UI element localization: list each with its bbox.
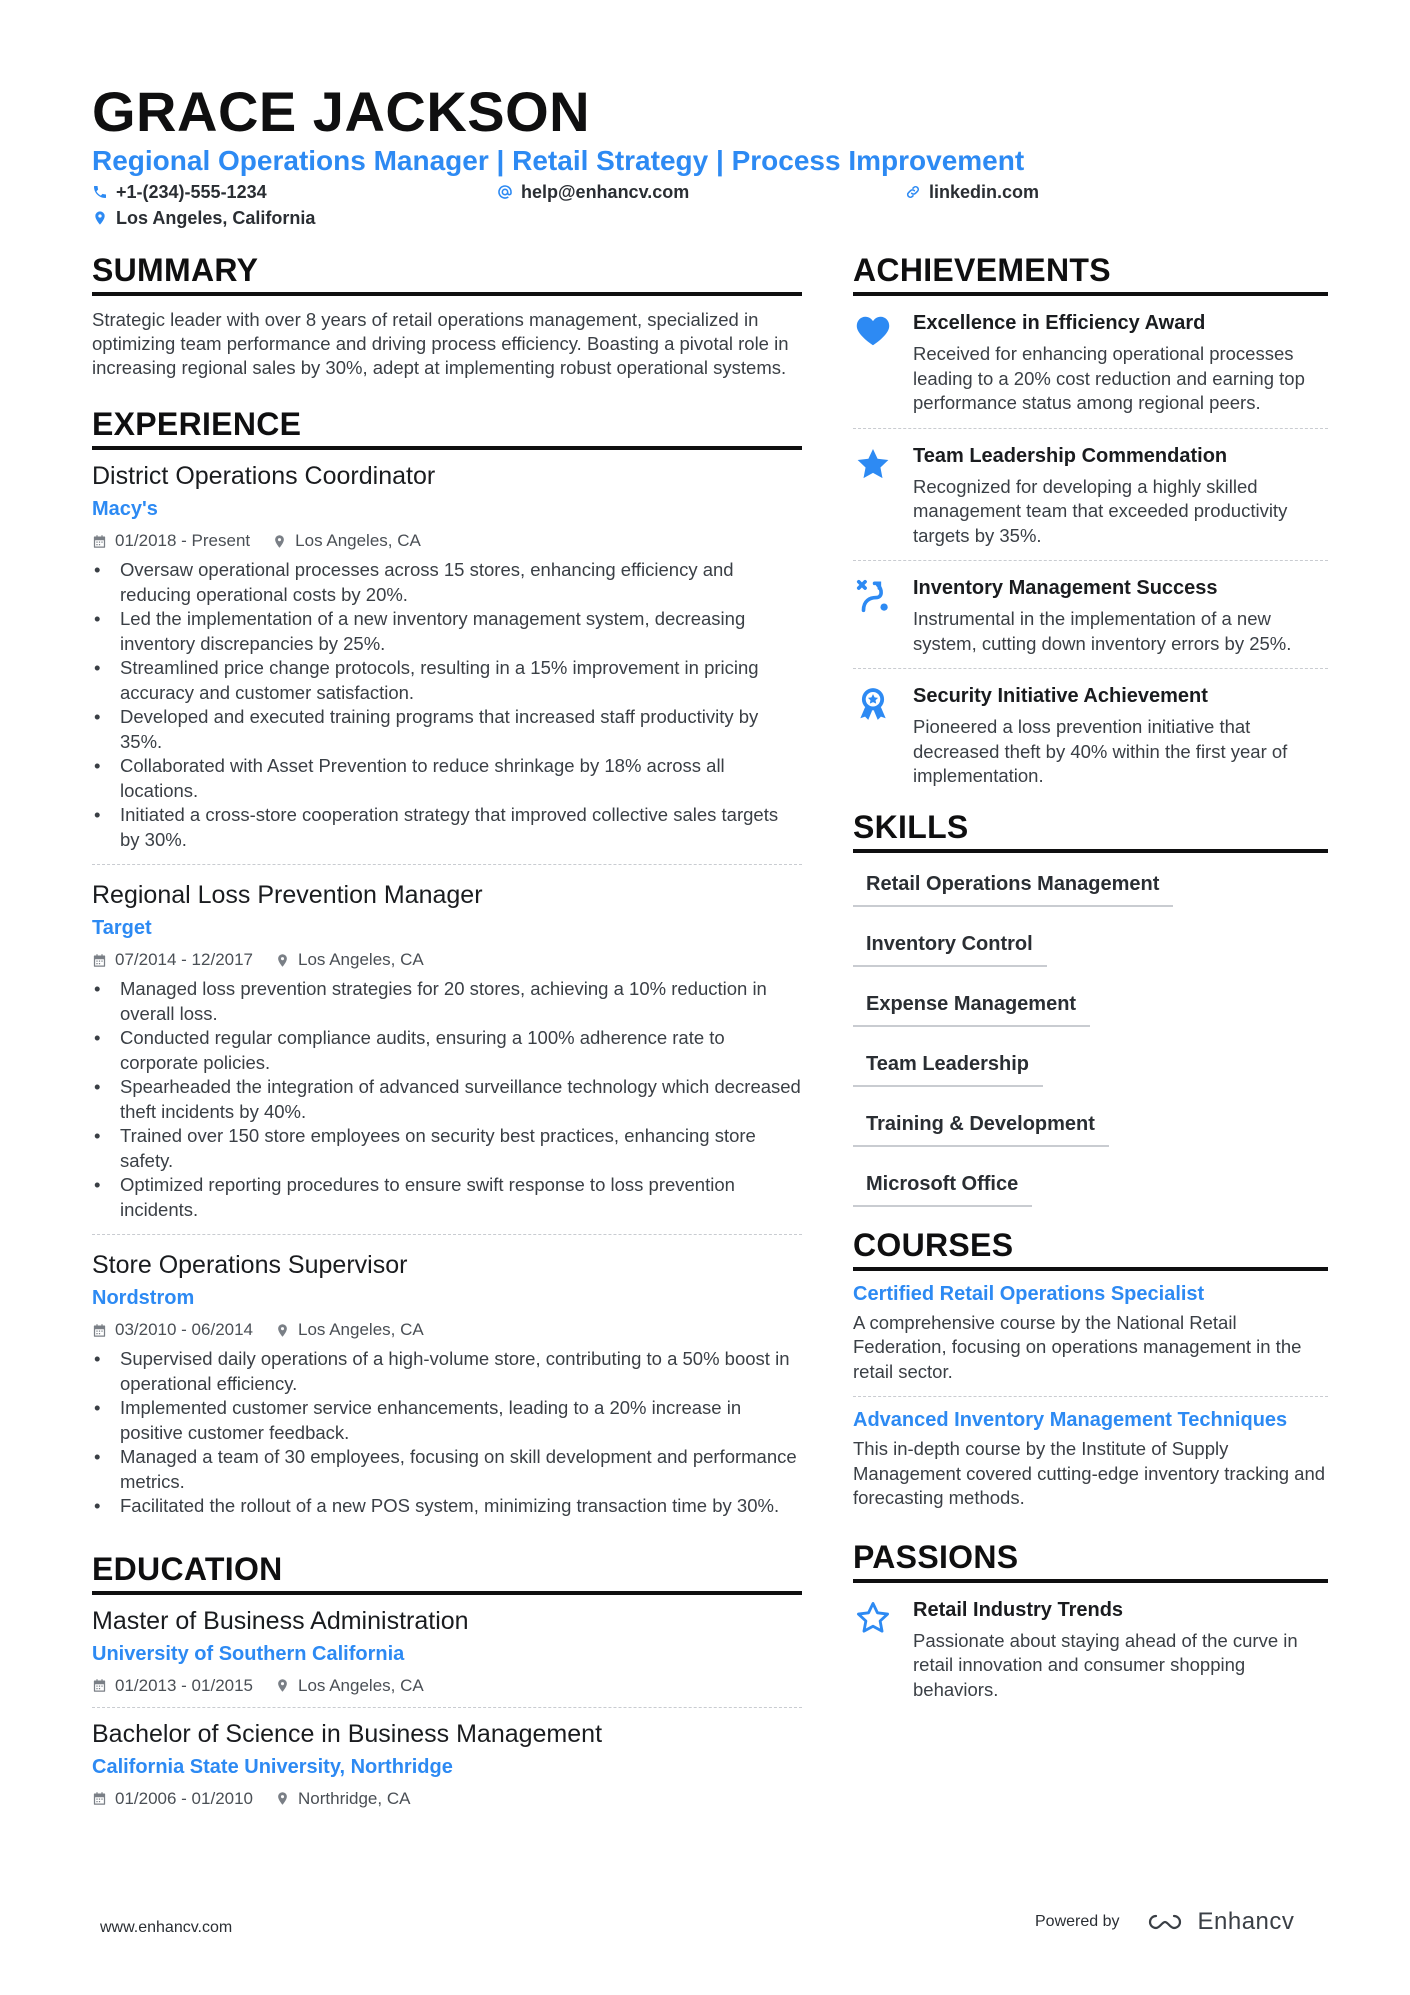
- star-icon: [853, 443, 893, 549]
- job-bullets: [92, 977, 802, 1222]
- left-column: [92, 250, 802, 1820]
- skill-tag: Inventory Control: [853, 923, 1047, 967]
- contact-email[interactable]: [497, 181, 689, 203]
- entry-dates: [92, 1788, 253, 1810]
- entry-dates: [92, 1675, 253, 1697]
- company-name: Target: [92, 917, 152, 939]
- course-title: Advanced Inventory Management Techniques: [853, 1409, 1288, 1431]
- achievements-list: [853, 296, 1328, 801]
- bullet-item: • Developed and executed training programs that increased staff productivity by 35%.: [92, 705, 802, 754]
- dates-text: 07/2014 - 12/2017: [115, 950, 254, 969]
- calendar-icon: [92, 1791, 107, 1806]
- calendar-icon: [92, 1678, 107, 1693]
- location-text: Los Angeles, CA: [298, 1675, 424, 1695]
- bullet-item: • Initiated a cross-store cooperation strategy that improved collective sales targets by 30%.: [92, 803, 802, 852]
- achievement-item: [853, 428, 1328, 561]
- item-description: Recognized for developing a highly skilled management team that exceeded productivity targets by 35%.: [913, 475, 1288, 546]
- company-name: Macy's: [92, 498, 158, 520]
- achievement-item: [853, 560, 1328, 668]
- item-body: [913, 683, 1328, 789]
- passion-item: [853, 1583, 1328, 1715]
- item-title: Security Initiative Achievement: [913, 685, 1208, 707]
- right-column: [853, 250, 1328, 1714]
- item-title: Team Leadership Commendation: [913, 444, 1228, 467]
- contact-phone: [92, 181, 267, 203]
- link-icon: [905, 184, 921, 200]
- courses-list: [853, 1271, 1328, 1523]
- candidate-name: GRACE JACKSON: [92, 80, 591, 143]
- location-text: Los Angeles, California: [116, 208, 316, 228]
- bullet-item: • Conducted regular compliance audits, ensuring a 100% adherence rate to corporate policies.: [92, 1026, 802, 1075]
- strategy-icon: [853, 575, 893, 656]
- entry-dates: [92, 1319, 253, 1341]
- entry-location: [275, 1675, 424, 1697]
- item-description: Passionate about staying ahead of the curve in retail innovation and consumer shopping behaviors.: [913, 1629, 1298, 1700]
- bullet-item: • Facilitated the rollout of a new POS system, minimizing transaction time by 30%.: [92, 1494, 802, 1519]
- location-pin-icon: [92, 210, 108, 226]
- location-text: Los Angeles, CA: [298, 950, 424, 969]
- summary-text: Strategic leader with over 8 years of retail operations management, specialized in optimizing team performance and driving process efficiency. Boasting a pivotal role in increasing regional sales by 30%, adept at implementing robust operational systems.: [92, 309, 789, 378]
- calendar-icon: [92, 1323, 107, 1338]
- entry-location: [275, 1788, 410, 1810]
- item-body: [913, 310, 1328, 416]
- achievement-item: [853, 668, 1328, 801]
- passions-heading: PASSIONS: [853, 1537, 1328, 1583]
- contact-linkedin[interactable]: [905, 181, 1039, 203]
- job-title: Regional Loss Prevention Manager: [92, 881, 483, 909]
- item-title: Excellence in Efficiency Award: [913, 312, 1206, 334]
- degree-title: Master of Business Administration: [92, 1606, 469, 1635]
- skills-list: [853, 863, 1328, 1223]
- entry-meta: [92, 1319, 802, 1341]
- bullet-item: • Implemented customer service enhancements, leading to a 20% increase in positive customer feedback.: [92, 1396, 802, 1445]
- skill-tag: Team Leadership: [853, 1043, 1043, 1087]
- phone-text: +1-(234)-555-1234: [116, 182, 267, 202]
- school-name: University of Southern California: [92, 1642, 405, 1665]
- courses-heading: COURSES: [853, 1225, 1328, 1271]
- skill-row: [853, 923, 1328, 983]
- location-text: Los Angeles, CA: [295, 531, 421, 550]
- skill-row: [853, 1103, 1328, 1163]
- contact-location: [92, 207, 315, 229]
- education-entry: [92, 1707, 802, 1820]
- item-description: Pioneered a loss prevention initiative that decreased theft by 40% within the first year of implementation.: [913, 716, 1288, 786]
- course-item: [853, 1396, 1328, 1523]
- entry-meta: [92, 530, 802, 552]
- bullet-item: • Spearheaded the integration of advanced surveillance technology which decreased theft incidents by 40%.: [92, 1075, 802, 1124]
- item-body: [913, 443, 1328, 549]
- course-description: This in-depth course by the Institute of Supply Management covered cutting-edge inventory tracking and forecasting methods.: [853, 1438, 1326, 1508]
- bullet-item: • Trained over 150 store employees on security best practices, enhancing store safety.: [92, 1124, 802, 1173]
- entry-meta: [92, 949, 802, 971]
- bullet-item: • Oversaw operational processes across 15 stores, enhancing efficiency and reducing operational costs by 20%.: [92, 558, 802, 607]
- location-text: Northridge, CA: [298, 1788, 411, 1808]
- location-pin-icon: [275, 953, 290, 968]
- entry-dates: [92, 949, 253, 971]
- experience-heading: EXPERIENCE: [92, 404, 802, 450]
- job-bullets: [92, 558, 802, 852]
- item-body: [913, 1597, 1328, 1703]
- entry-meta: [92, 1788, 802, 1810]
- bullet-item: • Collaborated with Asset Prevention to reduce shrinkage by 18% across all locations.: [92, 754, 802, 803]
- course-title: Certified Retail Operations Specialist: [853, 1282, 1205, 1305]
- experience-entry: [92, 864, 802, 1234]
- item-title: Inventory Management Success: [913, 577, 1218, 599]
- location-text: Los Angeles, CA: [298, 1320, 424, 1339]
- enhancv-logo-icon: [1142, 1910, 1188, 1934]
- bullet-item: • Led the implementation of a new inventory management system, decreasing inventory discrepancies by 25%.: [92, 607, 802, 656]
- skill-tag: Expense Management: [853, 983, 1090, 1027]
- linkedin-text: linkedin.com: [929, 182, 1040, 202]
- entry-location: [272, 530, 421, 552]
- experience-entry: [92, 1234, 802, 1531]
- skill-tag: Training & Development: [853, 1103, 1109, 1147]
- bullet-item: • Optimized reporting procedures to ensure swift response to loss prevention incidents.: [92, 1173, 802, 1222]
- bullet-item: • Streamlined price change protocols, resulting in a 15% improvement in pricing accuracy and customer satisfaction.: [92, 656, 802, 705]
- skills-heading: SKILLS: [853, 807, 1328, 853]
- skill-tag: Retail Operations Management: [853, 863, 1173, 907]
- item-description: Received for enhancing operational processes leading to a 20% cost reduction and earning top performance status among regional peers.: [913, 343, 1305, 413]
- phone-icon: [92, 184, 108, 200]
- dates-text: 03/2010 - 06/2014: [115, 1320, 254, 1339]
- summary-heading: SUMMARY: [92, 250, 802, 296]
- location-pin-icon: [275, 1678, 290, 1693]
- achievement-item: [853, 296, 1328, 428]
- item-title: Retail Industry Trends: [913, 1598, 1124, 1621]
- calendar-icon: [92, 953, 107, 968]
- course-item: [853, 1271, 1328, 1397]
- footer-branding: [1035, 1908, 1294, 1936]
- location-pin-icon: [275, 1791, 290, 1806]
- enhancv-logo[interactable]: [1142, 1908, 1295, 1936]
- dates-text: 01/2018 - Present: [115, 531, 251, 550]
- achievements-heading: ACHIEVEMENTS: [853, 250, 1328, 296]
- degree-title: Bachelor of Science in Business Management: [92, 1719, 603, 1748]
- heart-icon: [853, 310, 893, 416]
- bullet-item: • Supervised daily operations of a high-volume store, contributing to a 50% boost in operational efficiency.: [92, 1347, 802, 1396]
- star-outline-icon: [853, 1597, 893, 1703]
- entry-meta: [92, 1675, 802, 1697]
- skill-row: [853, 863, 1328, 923]
- at-icon: [497, 184, 513, 200]
- education-heading: EDUCATION: [92, 1549, 802, 1595]
- course-description: A comprehensive course by the National Retail Federation, focusing on operations management in the retail sector.: [853, 1311, 1302, 1382]
- skill-row: [853, 1043, 1328, 1103]
- job-title: Store Operations Supervisor: [92, 1251, 408, 1279]
- skill-row: [853, 1163, 1328, 1223]
- item-body: [913, 575, 1328, 656]
- calendar-icon: [92, 534, 107, 549]
- skill-tag: Microsoft Office: [853, 1163, 1032, 1207]
- award-ribbon-icon: [853, 683, 893, 789]
- school-name: California State University, Northridge: [92, 1755, 453, 1778]
- entry-dates: [92, 530, 250, 552]
- email-text: help@enhancv.com: [521, 182, 690, 202]
- job-title: District Operations Coordinator: [92, 462, 436, 490]
- entry-location: [275, 1319, 424, 1341]
- footer-website[interactable]: www.enhancv.com: [100, 1919, 233, 1936]
- education-list: [92, 1605, 802, 1820]
- company-name: Nordstrom: [92, 1287, 195, 1309]
- bullet-item: • Managed a team of 30 employees, focusing on skill development and performance metrics.: [92, 1445, 802, 1494]
- dates-text: 01/2013 - 01/2015: [115, 1675, 254, 1695]
- location-pin-icon: [272, 534, 287, 549]
- job-bullets: [92, 1347, 802, 1519]
- location-pin-icon: [275, 1323, 290, 1338]
- item-description: Instrumental in the implementation of a new system, cutting down inventory errors by 25%.: [913, 608, 1292, 654]
- candidate-headline: Regional Operations Manager | Retail Strategy | Process Improvement: [92, 145, 1025, 176]
- experience-list: [92, 460, 802, 1531]
- enhancv-logo-text: Enhancv: [1197, 1908, 1295, 1935]
- skill-row: [853, 983, 1328, 1043]
- entry-location: [275, 949, 424, 971]
- dates-text: 01/2006 - 01/2010: [115, 1788, 254, 1808]
- bullet-item: • Managed loss prevention strategies for 20 stores, achieving a 10% reduction in overall loss.: [92, 977, 802, 1026]
- education-entry: [92, 1605, 802, 1707]
- experience-entry: [92, 460, 802, 864]
- passions-list: [853, 1583, 1328, 1715]
- powered-by-text: Powered by: [1035, 1913, 1120, 1930]
